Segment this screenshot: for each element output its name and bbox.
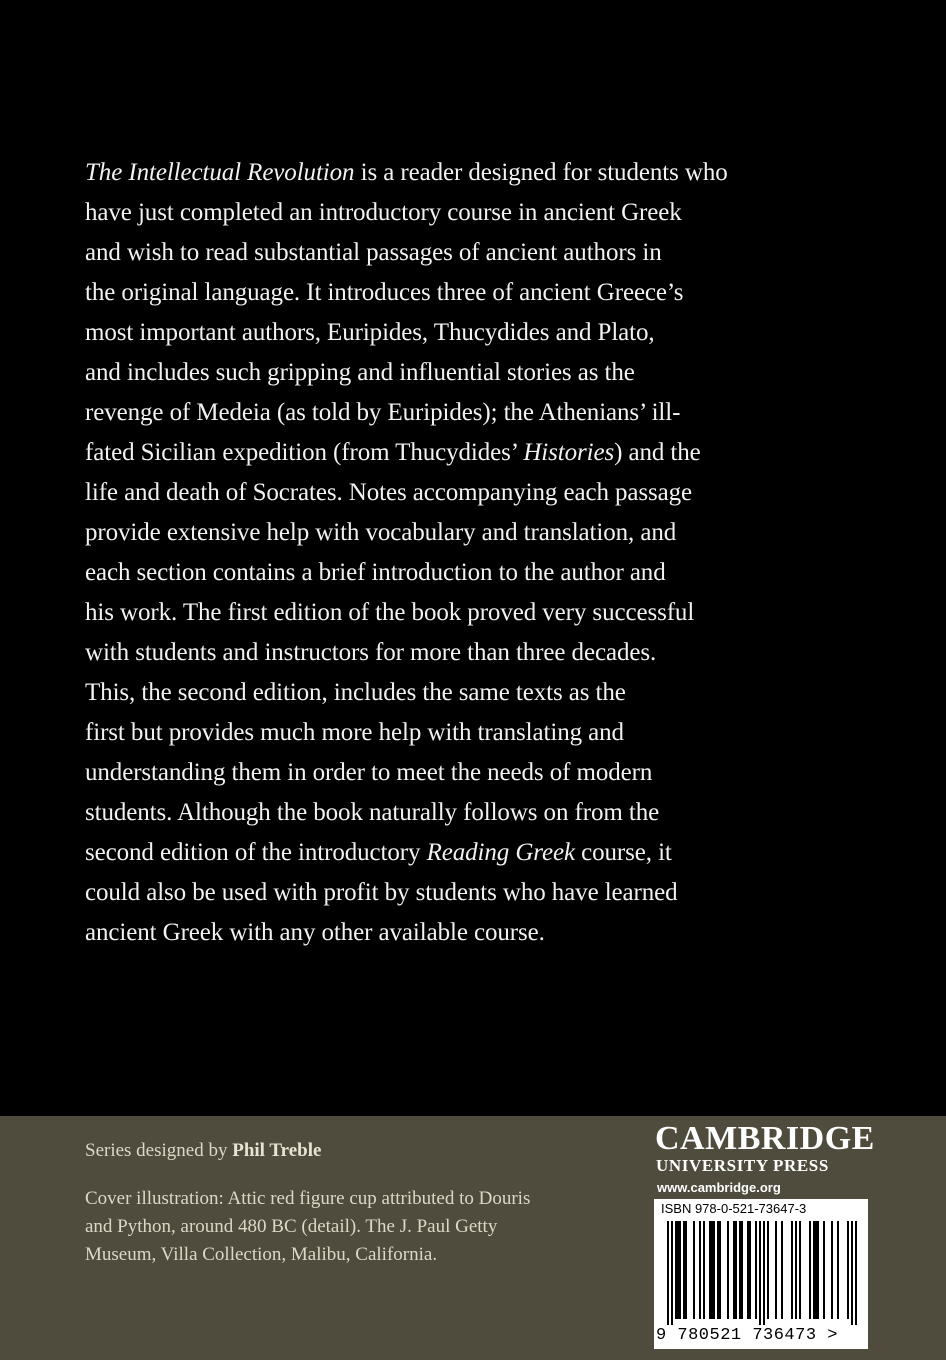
blurb-line	[85, 233, 785, 273]
barcode-bar	[747, 1221, 749, 1319]
barcode-bar	[685, 1221, 687, 1319]
barcode-bar	[799, 1221, 801, 1319]
barcode-bar	[683, 1221, 685, 1319]
blurb-text-run: and wish to read substantial passages of ancient authors in	[85, 239, 662, 266]
barcode-bar	[823, 1221, 825, 1319]
barcode-bar	[677, 1221, 679, 1319]
barcode-bar	[815, 1221, 817, 1319]
blurb-text-run: revenge of Medeia (as told by Euripides); the Athenians’ ill-	[85, 399, 681, 426]
illustration-credit-line: Museum, Villa Collection, Malibu, California.	[85, 1244, 438, 1265]
barcode-bar	[735, 1221, 737, 1319]
blurb-text-run: and includes such gripping and influential stories as the	[85, 359, 635, 386]
barcode-bar	[667, 1221, 669, 1325]
blurb-line	[85, 633, 785, 673]
blurb-text-run: first but provides much more help with translating and	[85, 719, 624, 746]
blurb-text-run: second edition of the introductory	[85, 839, 427, 866]
barcode-bar	[791, 1221, 793, 1319]
blurb-line	[85, 713, 785, 753]
barcode-bar	[699, 1221, 701, 1319]
blurb-text-run: provide extensive help with vocabulary and translation, and	[85, 519, 677, 546]
illustration-credit-line: Cover illustration: Attic red figure cup attributed to Douris	[85, 1188, 531, 1209]
barcode-bar	[749, 1221, 751, 1319]
blurb-line	[85, 473, 785, 513]
blurb-text-run: life and death of Socrates. Notes accompanying each passage	[85, 479, 693, 506]
barcode-bar	[795, 1221, 797, 1319]
blurb-line	[85, 153, 785, 193]
blurb-line	[85, 313, 785, 353]
publisher-subtitle: UNIVERSITY PRESS	[656, 1156, 829, 1175]
series-credit-prefix: Series designed by	[85, 1140, 233, 1161]
blurb-text-run: course, it	[574, 839, 672, 866]
blurb-line	[85, 673, 785, 713]
blurb-text-run: have just completed an introductory course in ancient Greek	[85, 199, 682, 226]
blurb-line	[85, 353, 785, 393]
barcode-digits: 9 780521 736473 >	[656, 1326, 838, 1345]
barcode-bar	[713, 1221, 715, 1319]
barcode-bar	[763, 1221, 765, 1325]
blurb-line	[85, 553, 785, 593]
blurb-line	[85, 593, 785, 633]
blurb-line	[85, 833, 785, 873]
barcode-bar	[831, 1221, 833, 1319]
cover-illustration-credit	[85, 1185, 605, 1269]
blurb-text-run: fated Sicilian expedition (from Thucydides’	[85, 439, 524, 466]
barcode-bar	[767, 1221, 769, 1319]
blurb-text-run: could also be used with profit by students who have learned	[85, 879, 678, 906]
blurb-text-run: the original language. It introduces three of ancient Greece’s	[85, 279, 684, 306]
illustration-credit-line: and Python, around 480 BC (detail). The J. Paul Getty	[85, 1216, 498, 1237]
barcode-bar	[755, 1221, 757, 1319]
barcode-bar	[671, 1221, 673, 1325]
blurb-text-run: students. Although the book naturally follows on from the	[85, 799, 660, 826]
blurb-text-run: with students and instructors for more than three decades.	[85, 639, 657, 666]
blurb-text	[85, 153, 785, 953]
barcode-bar	[727, 1221, 729, 1319]
barcode-bars	[659, 1221, 863, 1325]
barcode-bar	[675, 1221, 677, 1319]
blurb-text-run: most important authors, Euripides, Thucydides and Plato,	[85, 319, 655, 346]
blurb-line	[85, 193, 785, 233]
series-designer-name: Phil Treble	[232, 1140, 322, 1161]
barcode-bar	[719, 1221, 721, 1319]
blurb-line	[85, 433, 785, 473]
barcode-bar	[709, 1221, 711, 1319]
blurb-text-run: ) and the	[614, 439, 701, 466]
blurb-text-run: his work. The first edition of the book proved very successful	[85, 599, 695, 626]
barcode-bar	[837, 1221, 839, 1319]
blurb-title-italic: Histories	[523, 439, 615, 466]
blurb-line	[85, 753, 785, 793]
barcode-bar	[809, 1221, 811, 1319]
isbn-label: ISBN 978-0-521-73647-3	[661, 1201, 807, 1216]
barcode-bar	[711, 1221, 713, 1319]
barcode-bar	[781, 1221, 783, 1319]
barcode-bar	[693, 1221, 695, 1319]
blurb-text-run: is a reader designed for students who	[354, 159, 728, 186]
barcode-bar	[759, 1221, 761, 1325]
publisher-url: www.cambridge.org	[657, 1180, 781, 1195]
blurb-text-run: each section contains a brief introduction to the author and	[85, 559, 666, 586]
blurb-title-italic: Reading Greek	[426, 839, 575, 866]
barcode-bar	[717, 1221, 719, 1319]
barcode-bar	[847, 1221, 849, 1319]
blurb-title-italic: The Intellectual Revolution	[85, 159, 355, 186]
barcode-bar	[775, 1221, 777, 1319]
blurb-text-run: understanding them in order to meet the needs of modern	[85, 759, 653, 786]
blurb-line	[85, 393, 785, 433]
publisher-name: CAMBRIDGE	[655, 1120, 875, 1157]
barcode-bar	[855, 1221, 857, 1325]
barcode-bar	[739, 1221, 741, 1319]
blurb-text-run: This, the second edition, includes the same texts as the	[85, 679, 626, 706]
barcode-bar	[813, 1221, 815, 1319]
barcode-bar	[741, 1221, 743, 1319]
blurb-line	[85, 793, 785, 833]
isbn-barcode	[654, 1199, 868, 1349]
blurb-text-run: ancient Greek with any other available course.	[85, 919, 545, 946]
barcode-bar	[733, 1221, 735, 1319]
blurb-line	[85, 513, 785, 553]
blurb-line	[85, 913, 785, 953]
series-credit	[85, 1137, 321, 1165]
blurb-line	[85, 273, 785, 313]
blurb-line	[85, 873, 785, 913]
barcode-bar	[817, 1221, 819, 1319]
barcode-bar	[703, 1221, 705, 1319]
barcode-bar	[679, 1221, 681, 1319]
barcode-bar	[851, 1221, 853, 1325]
